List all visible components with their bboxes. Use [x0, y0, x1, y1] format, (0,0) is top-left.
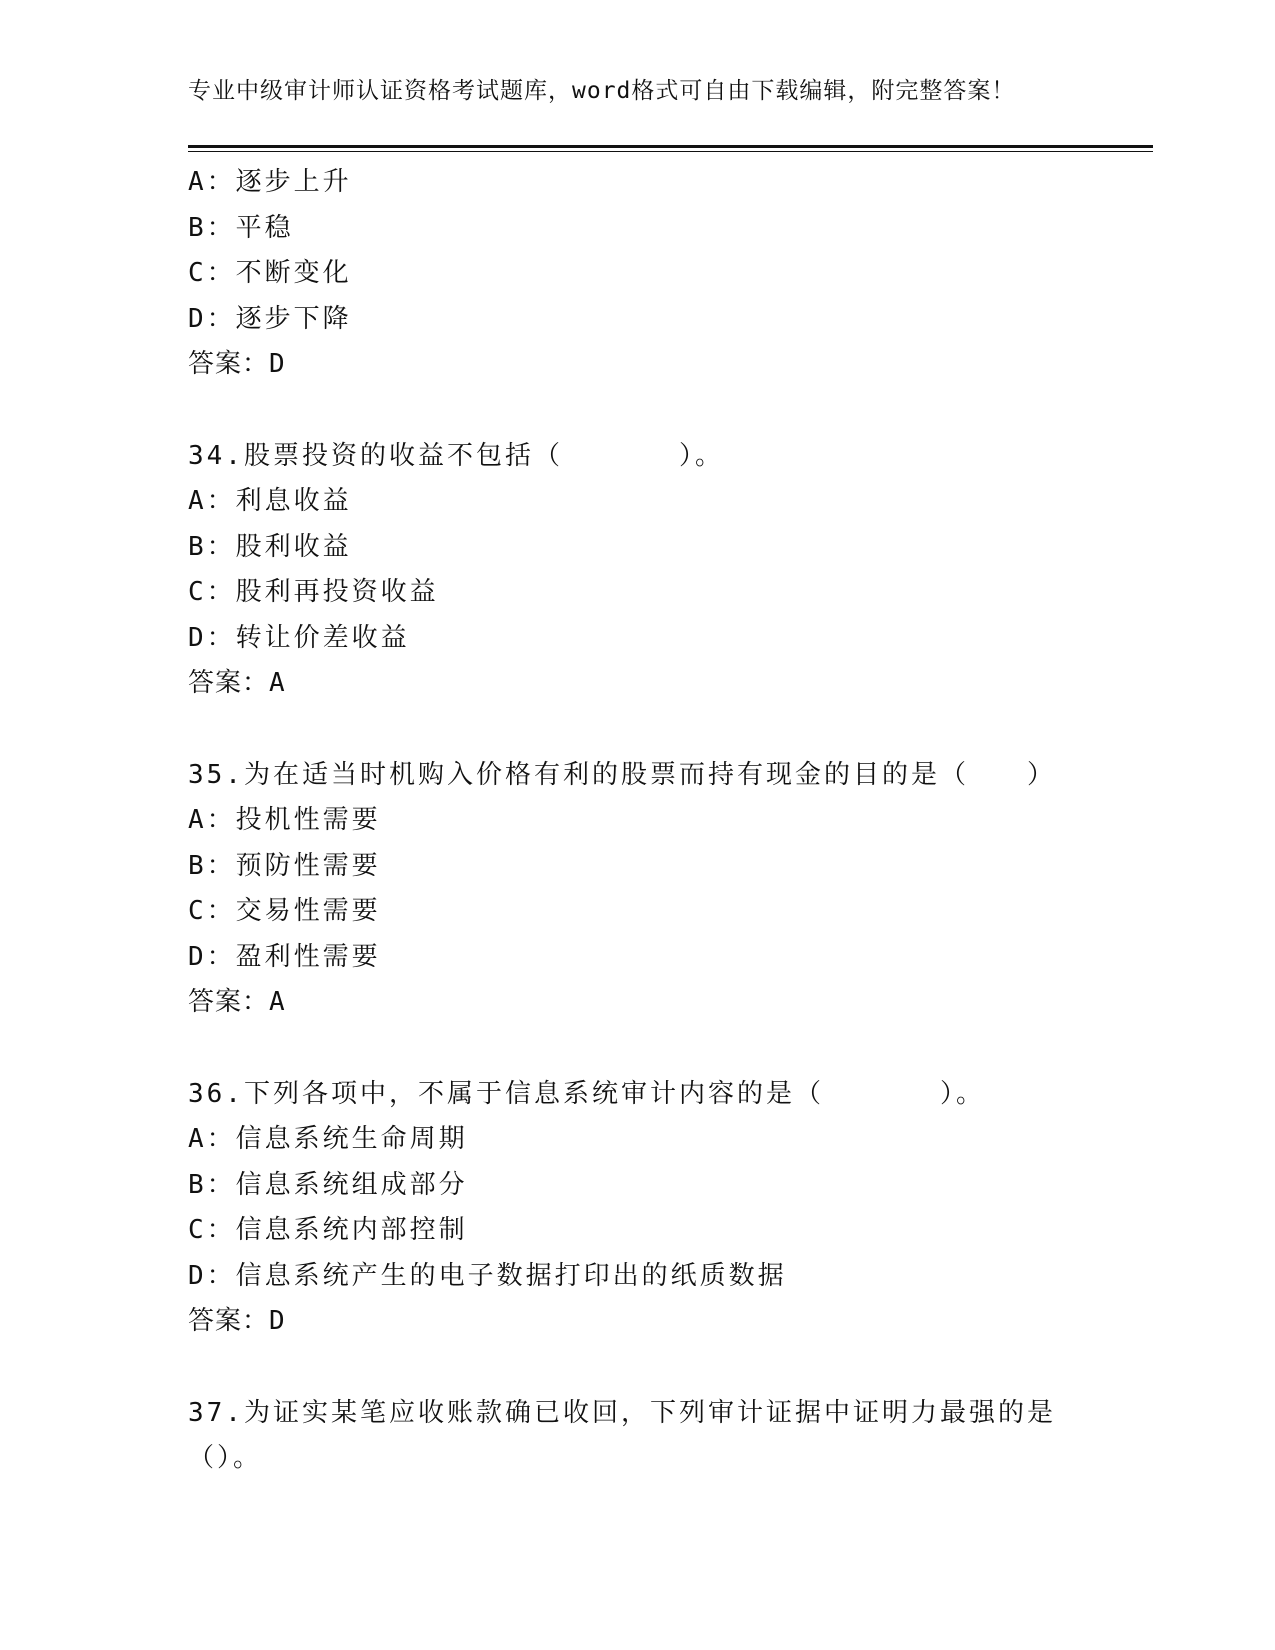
option-c: C：信息系统内部控制	[188, 1215, 468, 1245]
question-37	[188, 1391, 1148, 1482]
question-stem: 36.下列各项中，不属于信息系统审计内容的是（ ）。	[188, 1078, 985, 1109]
option-b: B：信息系统组成部分	[188, 1169, 468, 1200]
question-stem: 34.股票投资的收益不包括（ ）。	[188, 440, 724, 471]
option-b: B：预防性需要	[188, 850, 381, 881]
option-a: A：利息收益	[188, 486, 352, 516]
option-c: C：股利再投资收益	[188, 577, 439, 607]
option-a: A：投机性需要	[188, 805, 381, 835]
question-content	[188, 160, 1148, 1482]
question-stem: 35.为在适当时机购入价格有利的股票而持有现金的目的是（ ）	[188, 759, 1056, 790]
page-header: 专业中级审计师认证资格考试题库，word格式可自由下载编辑，附完整答案！	[188, 78, 1016, 104]
option-c: C：不断变化	[188, 258, 352, 288]
answer: 答案：D	[188, 1306, 286, 1336]
question-35	[188, 753, 1148, 1026]
header-rule-thick	[188, 145, 1153, 148]
question-34	[188, 434, 1148, 707]
answer: 答案：A	[188, 668, 286, 698]
top-block	[188, 160, 1148, 388]
option-b: B：股利收益	[188, 531, 352, 562]
answer: 答案：A	[188, 987, 286, 1017]
answer: 答案：D	[188, 349, 286, 379]
option-d: D：信息系统产生的电子数据打印出的纸质数据	[188, 1260, 787, 1291]
option-c: C：交易性需要	[188, 896, 381, 926]
option-d: D：盈利性需要	[188, 941, 381, 972]
option-d: D：转让价差收益	[188, 622, 410, 653]
option-a: A：信息系统生命周期	[188, 1124, 468, 1154]
option-d: D：逐步下降	[188, 303, 352, 334]
option-b: B：平稳	[188, 212, 294, 243]
question-36	[188, 1072, 1148, 1345]
header-rule-thin	[188, 151, 1153, 152]
option-a: A：逐步上升	[188, 167, 352, 197]
question-stem: 37.为证实某笔应收账款确已收回，下列审计证据中证明力最强的是（）。	[188, 1397, 1056, 1473]
